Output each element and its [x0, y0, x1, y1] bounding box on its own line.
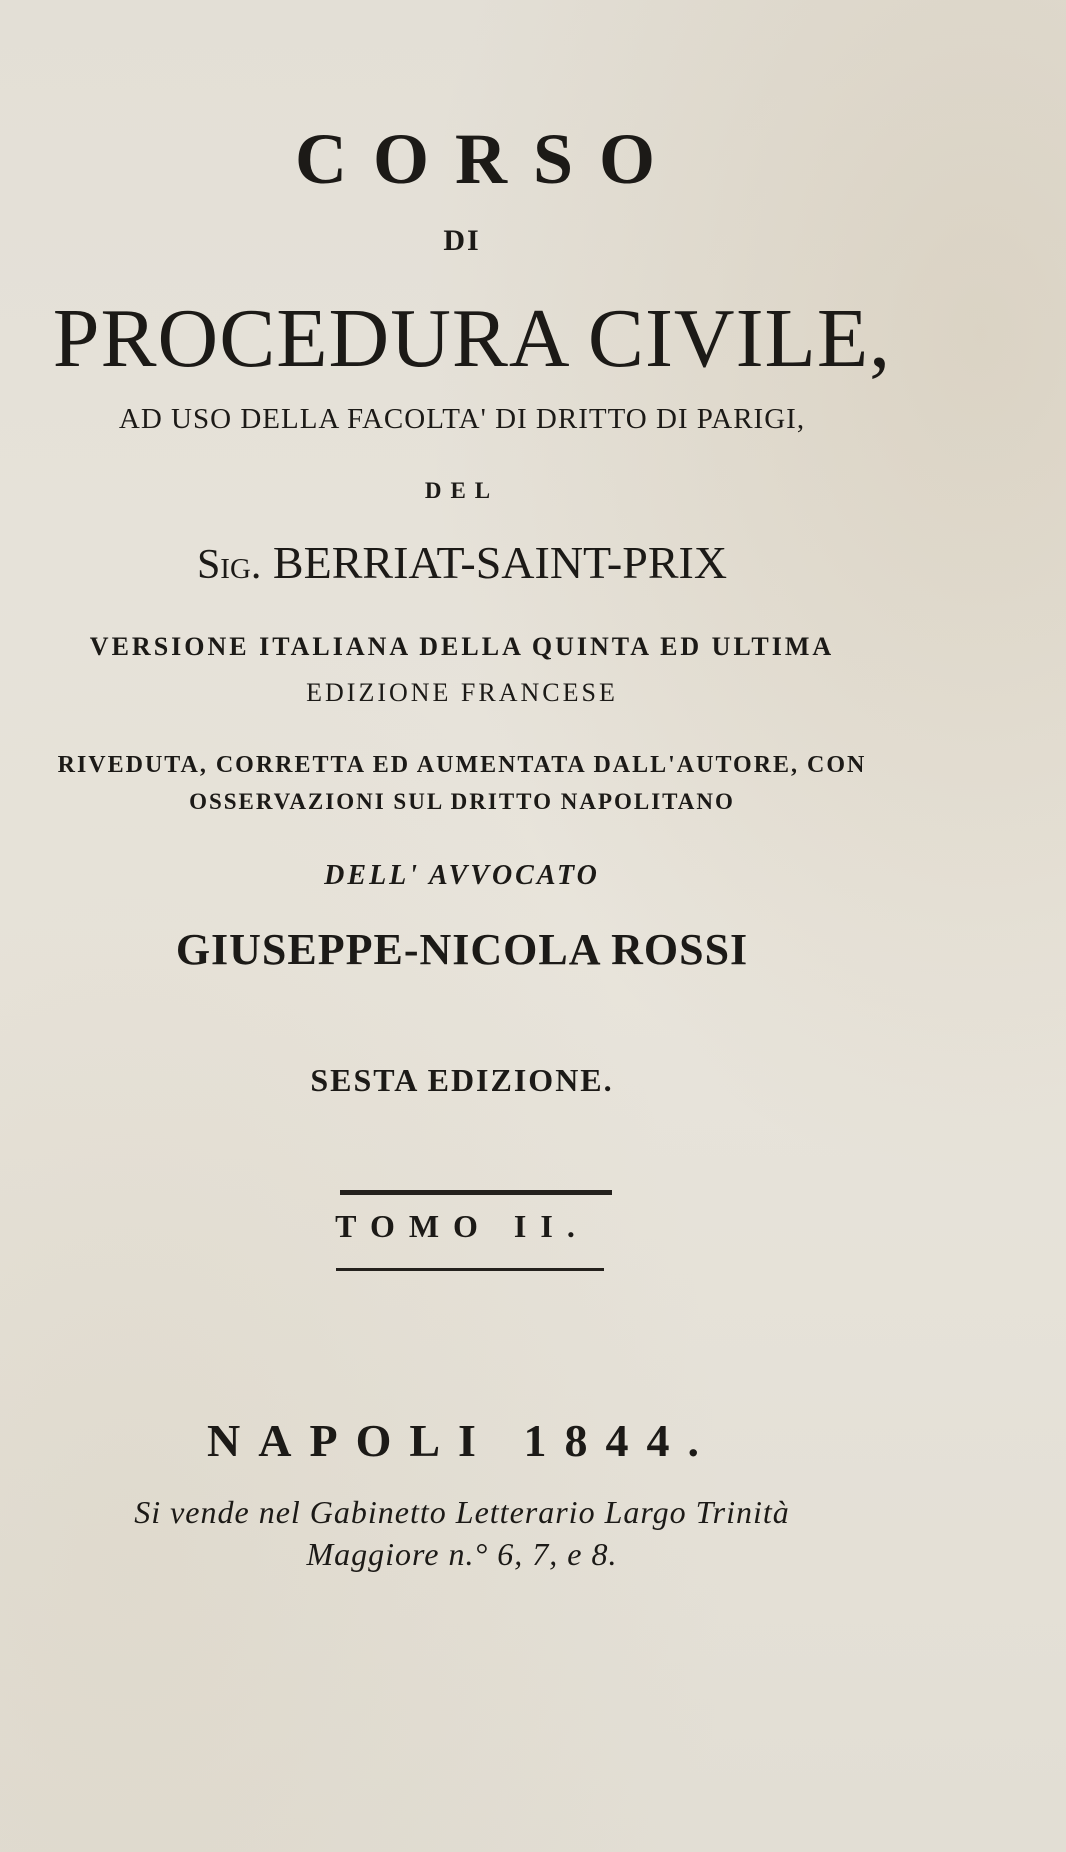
- author-name: BERRIAT-SAINT-PRIX: [272, 537, 728, 588]
- subtitle-faculty: AD USO DELLA FACOLTA' DI DRITTO DI PARIGI,: [118, 403, 806, 435]
- bottom-rule-divider: [336, 1268, 604, 1271]
- top-rule-divider: [340, 1190, 612, 1195]
- imprint-place-year: NAPOLI 1844.: [207, 1415, 717, 1466]
- revision-note-line2: OSSERVAZIONI SUL DRITTO NAPOLITANO: [189, 789, 735, 814]
- byline-del: DEL: [424, 478, 500, 503]
- heading-di: DI: [443, 224, 481, 257]
- version-note-line2: EDIZIONE FRANCESE: [306, 678, 618, 707]
- volume-label: TOMO II.: [335, 1208, 589, 1244]
- version-note-line1: VERSIONE ITALIANA DELLA QUINTA ED ULTIMA: [89, 632, 835, 661]
- main-title: PROCEDURA CIVILE,: [52, 292, 892, 385]
- seller-note-line2: Maggiore n.° 6, 7, e 8.: [306, 1536, 618, 1572]
- translator-name: GIUSEPPE-NICOLA ROSSI: [175, 925, 749, 974]
- seller-note-line1: Si vende nel Gabinetto Letterario Largo Trinità: [134, 1494, 790, 1530]
- revision-note-line1: RIVEDUTA, CORRETTA ED AUMENTATA DALL'AUTORE, CON: [57, 752, 867, 778]
- edition-statement: SESTA EDIZIONE.: [310, 1062, 614, 1098]
- author-honorific: Sig.: [196, 542, 262, 588]
- heading-corso: CORSO: [294, 119, 682, 199]
- translator-prefix: DELL' AVVOCATO: [324, 860, 600, 891]
- author-line: [0, 536, 924, 589]
